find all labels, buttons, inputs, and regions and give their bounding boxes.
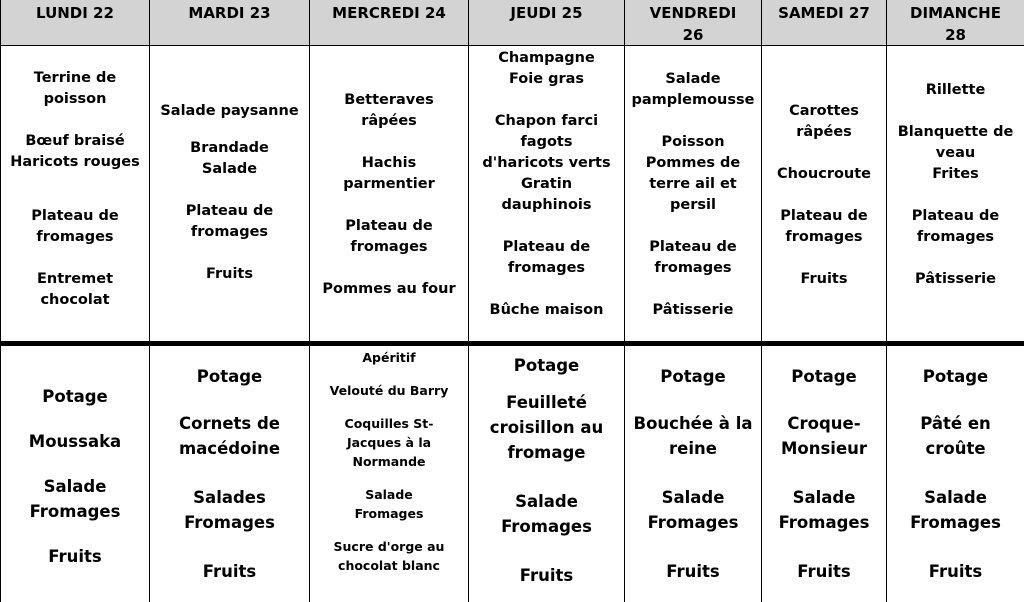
lunch-dish: Terrine de poisson <box>33 70 117 107</box>
dinner-dish: Potage <box>922 367 989 386</box>
lunch-cell-samedi <box>762 46 887 346</box>
lunch-cell-mardi <box>150 46 310 346</box>
dinner-dish: Sucre d'orge au chocolat blanc <box>333 539 445 573</box>
dinner-dish: Salades Fromages <box>184 488 275 532</box>
day-header-lundi: LUNDI 22 <box>1 0 150 46</box>
lunch-dish: Pommes au four <box>322 281 456 297</box>
lunch-dish: Plateau de fromages <box>502 239 591 276</box>
lunch-dish: Pâtisserie <box>915 271 996 287</box>
lunch-dish: Blanquette de veau Frites <box>897 124 1014 182</box>
lunch-dish: Brandade Salade <box>190 140 269 177</box>
dinner-cell-mercredi <box>310 346 469 602</box>
dinner-cell-samedi <box>762 346 887 602</box>
dinner-dish: Apéritif <box>362 350 416 365</box>
dinner-dish: Moussaka <box>28 432 122 451</box>
lunch-dish: Plateau de fromages <box>185 203 274 240</box>
day-header-samedi: SAMEDI 27 <box>762 0 887 46</box>
dinner-dish: Bouchée à la reine <box>633 414 753 458</box>
dinner-dish: Fruits <box>202 562 257 581</box>
dinner-dish: Fruits <box>928 562 983 581</box>
dinner-dish: Salade Fromages <box>501 492 592 536</box>
lunch-dish: Plateau de fromages <box>31 208 119 245</box>
lunch-dish: Rillette <box>925 82 986 98</box>
lunch-dish: Plateau de fromages <box>345 218 433 255</box>
day-header-dimanche: DIMANCHE 28 <box>887 0 1024 46</box>
lunch-dish: Choucroute <box>776 166 872 182</box>
dinner-dish: Potage <box>42 387 108 406</box>
day-header-vendredi: VENDREDI 26 <box>625 0 762 46</box>
lunch-dish: Champagne Foie gras <box>498 50 595 87</box>
lunch-cell-lundi <box>1 46 150 346</box>
lunch-dish: Entremet chocolat <box>36 271 114 308</box>
lunch-dish: Hachis parmentier <box>343 155 435 192</box>
lunch-dish: Plateau de fromages <box>911 208 1000 245</box>
dinner-dish: Salade Fromages <box>778 488 870 532</box>
dinner-dish: Pâté en croûte <box>920 414 991 458</box>
lunch-dish: Salade paysanne <box>160 103 299 119</box>
lunch-dish: Pâtisserie <box>652 302 734 318</box>
dinner-dish: Potage <box>196 367 263 386</box>
lunch-cell-jeudi <box>469 46 625 346</box>
dinner-dish: Salade Fromages <box>910 488 1001 532</box>
dinner-dish: Salade Fromages <box>354 487 424 521</box>
lunch-dish: Chapon farci fagots d'haricots verts Gratin dauphinois <box>482 113 611 213</box>
dinner-dish: Feuilleté croisillon au fromage <box>489 393 604 462</box>
lunch-dish: Fruits <box>206 266 253 282</box>
lunch-dish: Bûche maison <box>489 302 604 318</box>
lunch-dish: Plateau de fromages <box>649 239 737 276</box>
dinner-cell-vendredi <box>625 346 762 602</box>
lunch-dish: Betteraves râpées <box>344 92 434 129</box>
lunch-cell-vendredi <box>625 46 762 346</box>
day-header-mercredi: MERCREDI 24 <box>310 0 469 46</box>
dinner-dish: Coquilles St- Jacques à la Normande <box>344 416 434 469</box>
dinner-dish: Velouté du Barry <box>329 383 449 398</box>
dinner-dish: Salade Fromages <box>29 477 121 521</box>
lunch-dish: Salade pamplemousse <box>631 71 755 108</box>
dinner-dish: Salade Fromages <box>647 488 739 532</box>
lunch-dish: Bœuf braisé Haricots rouges <box>10 133 140 170</box>
dinner-dish: Cornets de macédoine <box>178 414 281 458</box>
lunch-cell-dimanche <box>887 46 1024 346</box>
dinner-dish: Fruits <box>48 547 102 566</box>
dinner-cell-lundi <box>1 346 150 602</box>
dinner-dish: Fruits <box>666 562 720 581</box>
day-header-mardi: MARDI 23 <box>150 0 310 46</box>
dinner-dish: Potage <box>791 367 857 386</box>
dinner-cell-jeudi <box>469 346 625 602</box>
dinner-dish: Potage <box>513 356 580 375</box>
dinner-dish: Croque- Monsieur <box>780 414 868 458</box>
dinner-dish: Potage <box>660 367 726 386</box>
dinner-cell-mardi <box>150 346 310 602</box>
lunch-dish: Poisson Pommes de terre ail et persil <box>645 134 741 213</box>
dinner-cell-dimanche <box>887 346 1024 602</box>
lunch-cell-mercredi <box>310 46 469 346</box>
lunch-dish: Plateau de fromages <box>780 208 868 245</box>
day-header-jeudi: JEUDI 25 <box>469 0 625 46</box>
dinner-dish: Fruits <box>519 566 574 585</box>
lunch-dish: Carottes râpées <box>789 103 859 140</box>
lunch-dish: Fruits <box>800 271 848 287</box>
dinner-dish: Fruits <box>797 562 851 581</box>
